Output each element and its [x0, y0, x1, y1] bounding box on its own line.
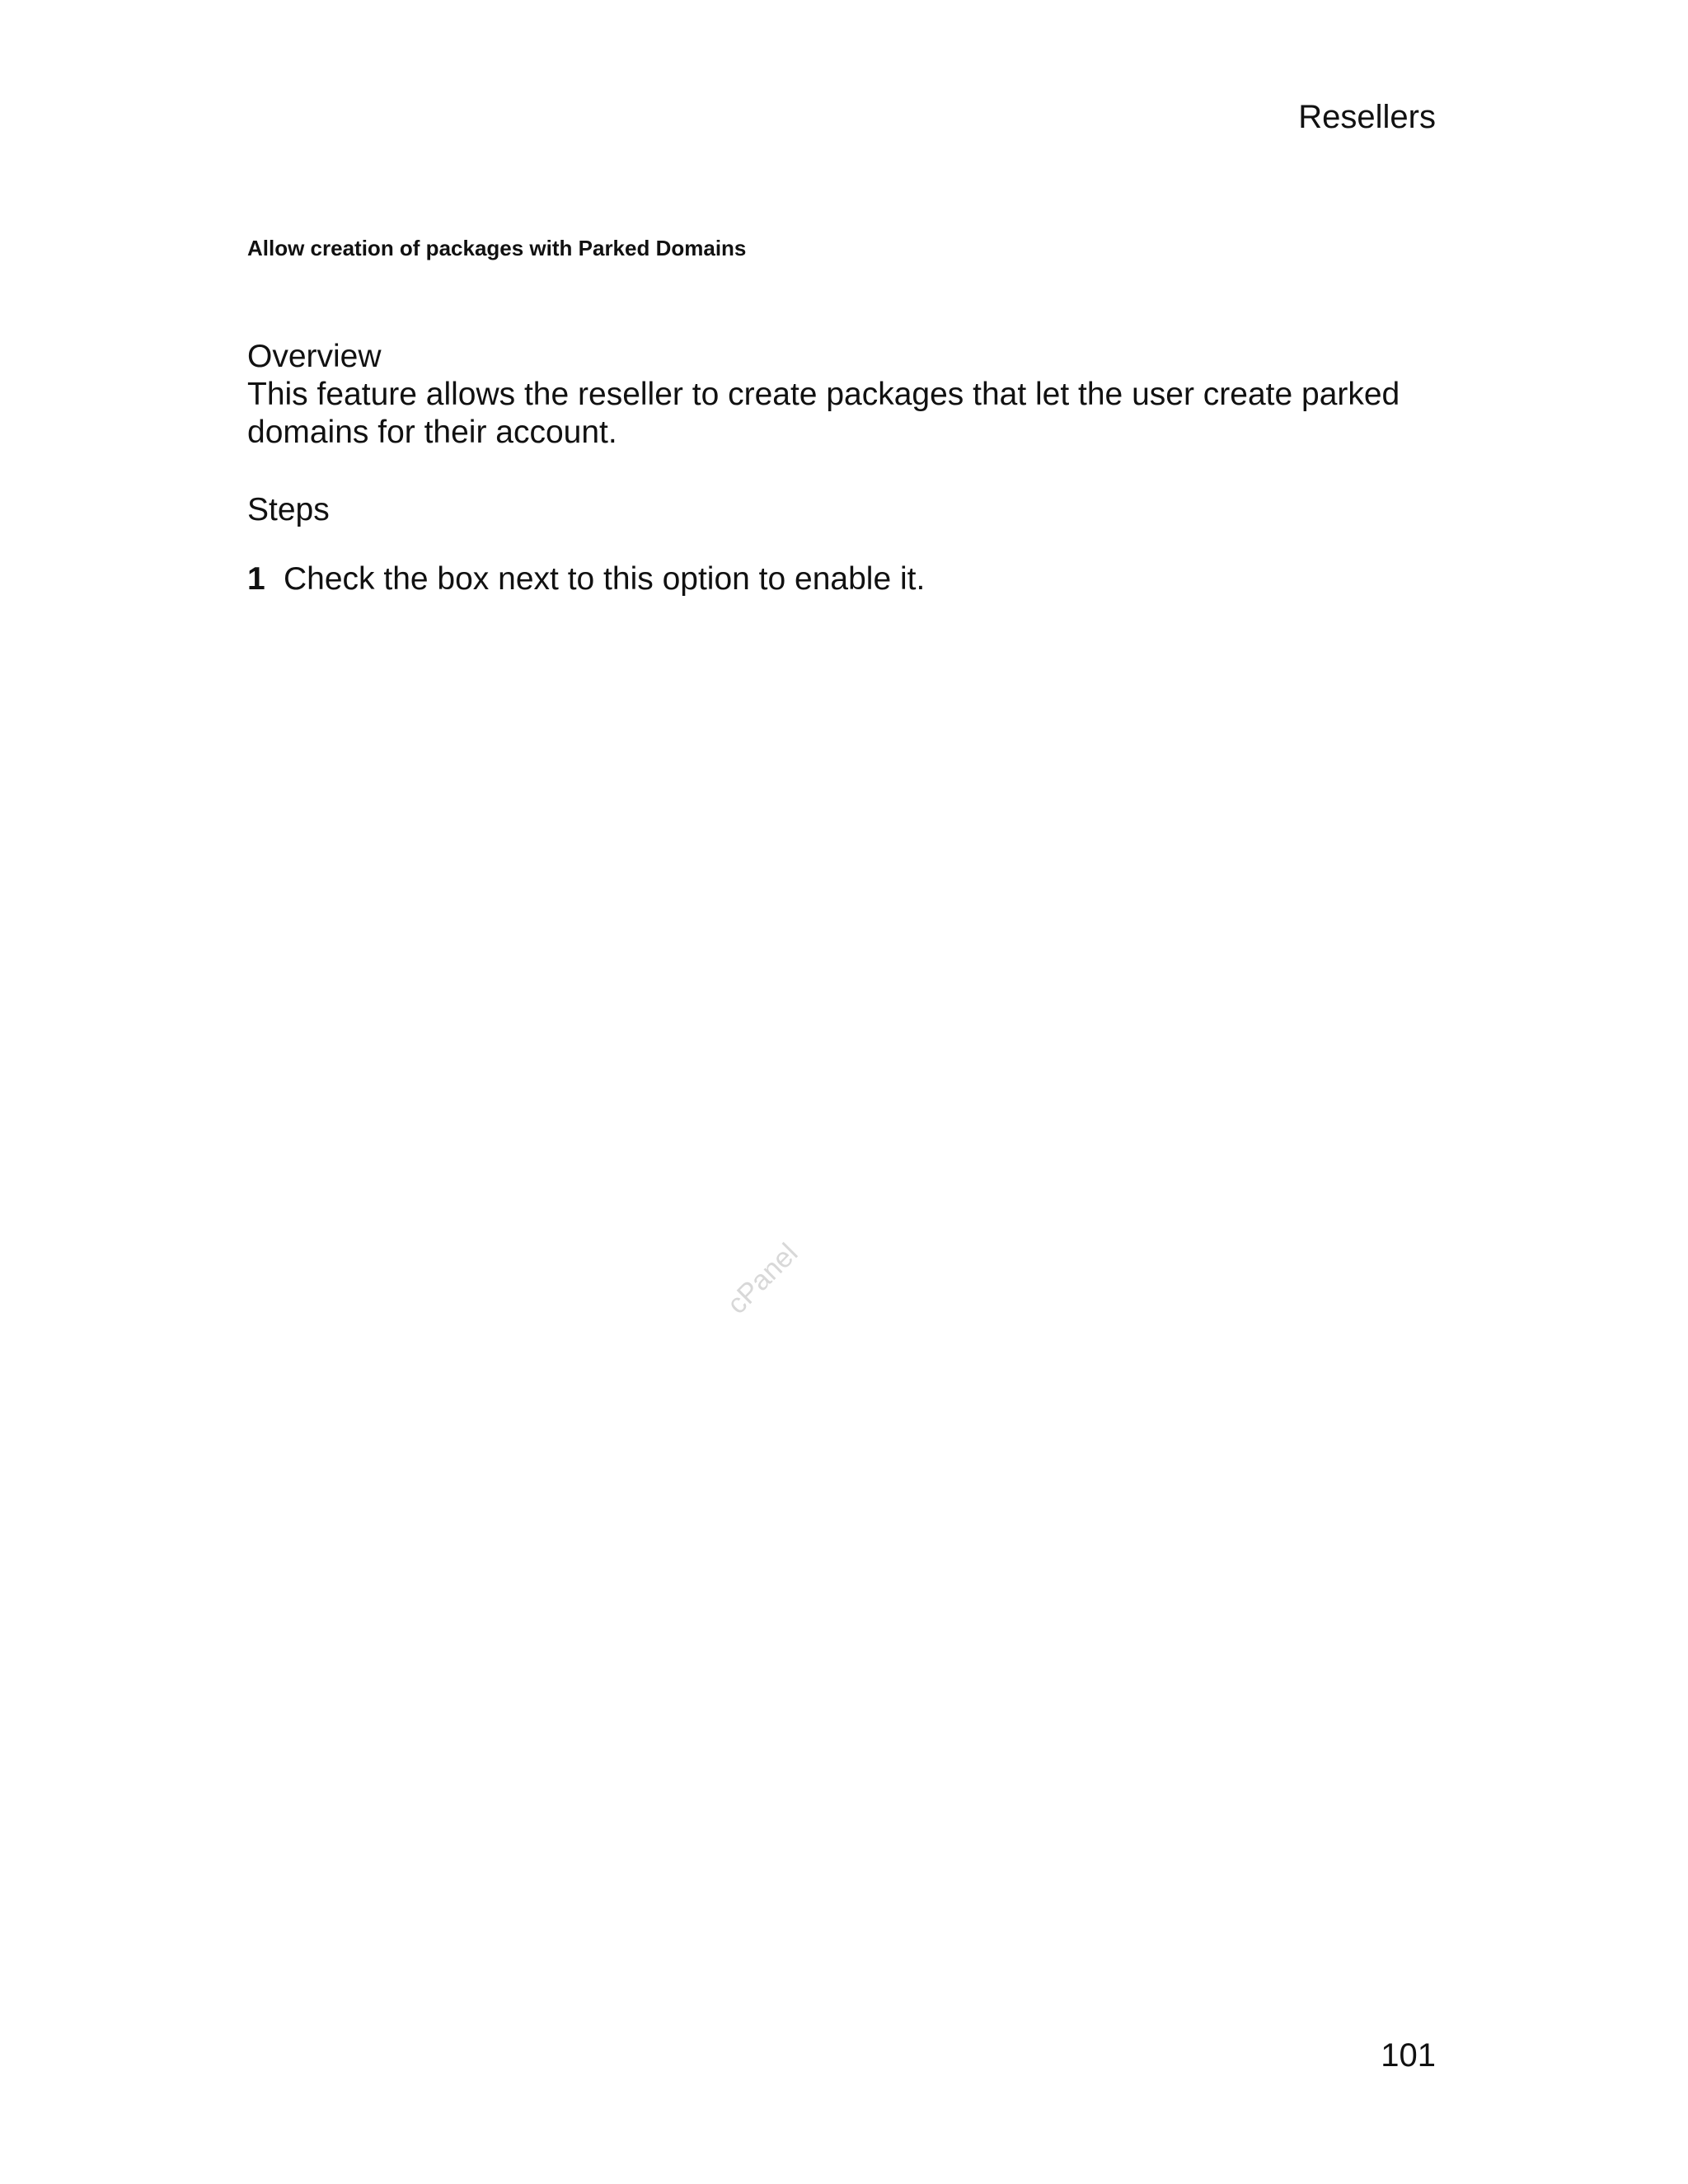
watermark: cPanel — [721, 1237, 804, 1320]
overview-title: Overview — [247, 339, 382, 374]
step-text: Check the box next to this option to enable it. — [284, 561, 926, 597]
section-heading: Allow creation of packages with Parked Domains — [247, 236, 747, 260]
step-number: 1 — [247, 561, 265, 597]
steps-title: Steps — [247, 492, 330, 527]
step-item — [247, 560, 1451, 598]
overview-paragraph: This feature allows the reseller to create packages that let the user create parked domains for their account. — [247, 377, 1400, 450]
running-header: Resellers — [1298, 99, 1436, 135]
page-number: 101 — [1381, 2037, 1436, 2074]
